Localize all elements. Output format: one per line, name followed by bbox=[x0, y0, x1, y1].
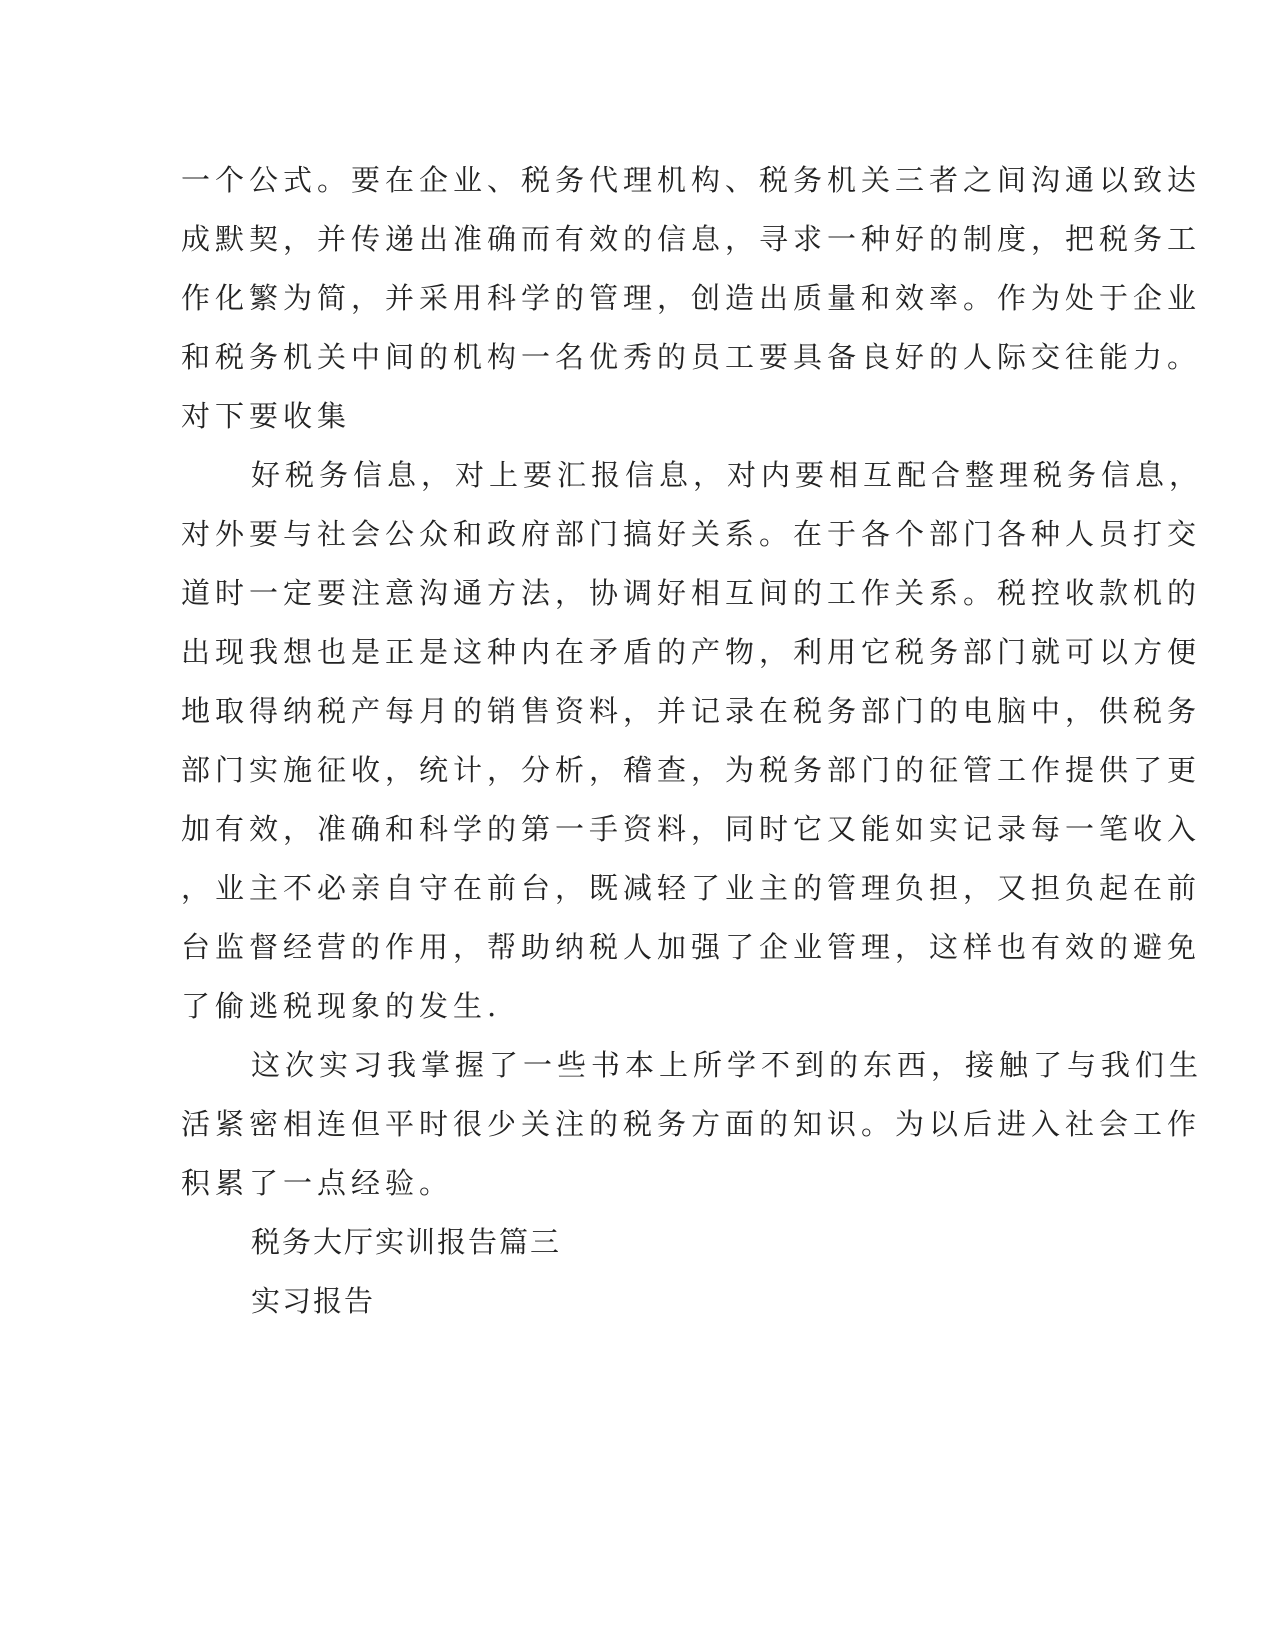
paragraph-2-line-1: 好税务信息，对上要汇报信息，对内要相互配合整理税务信息， bbox=[251, 458, 1204, 492]
paragraph-2-line-7: 加有效，准确和科学的第一手资料，同时它又能如实记录每一笔收入 bbox=[181, 812, 1202, 846]
paragraph-3-line-2: 活紧密相连但平时很少关注的税务方面的知识。为以后进入社会工作 bbox=[181, 1107, 1202, 1141]
paragraph-2-line-6: 部门实施征收，统计，分析，稽查，为税务部门的征管工作提供了更 bbox=[181, 753, 1202, 787]
paragraph-2-line-3: 道时一定要注意沟通方法，协调好相互间的工作关系。税控收款机的 bbox=[181, 576, 1202, 610]
paragraph-3-line-3: 积累了一点经验。 bbox=[181, 1166, 454, 1200]
paragraph-1-line-5: 对下要收集 bbox=[181, 399, 352, 433]
paragraph-1-line-3: 作化繁为简，并采用科学的管理，创造出质量和效率。作为处于企业 bbox=[181, 281, 1202, 315]
section-heading: 税务大厅实训报告篇三 bbox=[251, 1225, 562, 1259]
subheading: 实习报告 bbox=[251, 1284, 376, 1318]
paragraph-2-line-4: 出现我想也是正是这种内在矛盾的产物，利用它税务部门就可以方便 bbox=[181, 635, 1202, 669]
paragraph-2-line-9: 台监督经营的作用，帮助纳税人加强了企业管理，这样也有效的避免 bbox=[181, 930, 1202, 964]
paragraph-1-line-4: 和税务机关中间的机构一名优秀的员工要具备良好的人际交往能力。 bbox=[181, 340, 1202, 374]
paragraph-2-line-10: 了偷逃税现象的发生. bbox=[181, 989, 502, 1023]
paragraph-2-line-5: 地取得纳税产每月的销售资料，并记录在税务部门的电脑中，供税务 bbox=[181, 694, 1202, 728]
paragraph-1-line-1: 一个公式。要在企业、税务代理机构、税务机关三者之间沟通以致达 bbox=[181, 163, 1202, 197]
paragraph-2-line-2: 对外要与社会公众和政府部门搞好关系。在于各个部门各种人员打交 bbox=[181, 517, 1202, 551]
paragraph-2-line-8: ，业主不必亲自守在前台，既减轻了业主的管理负担，又担负起在前 bbox=[181, 871, 1202, 905]
paragraph-1-line-2: 成默契，并传递出准确而有效的信息，寻求一种好的制度，把税务工 bbox=[181, 222, 1202, 256]
paragraph-3-line-1: 这次实习我掌握了一些书本上所学不到的东西，接触了与我们生 bbox=[251, 1048, 1204, 1082]
